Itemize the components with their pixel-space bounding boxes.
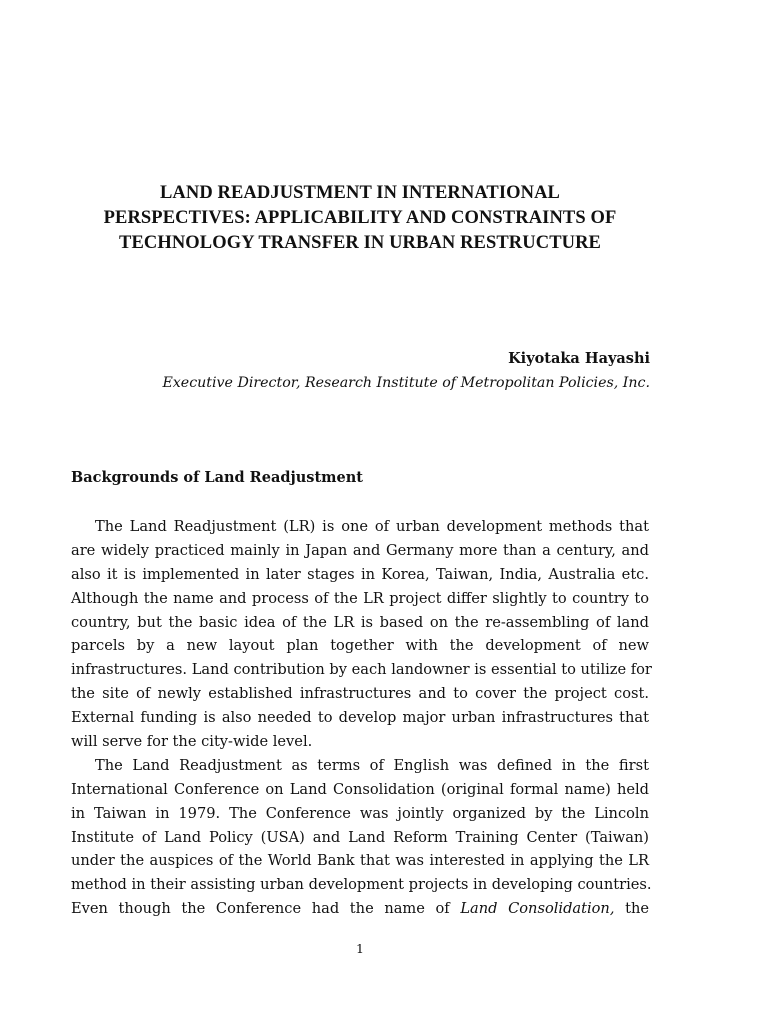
paragraph-line: are widely practiced mainly in Japan and Germany more than a century, and — [71, 541, 649, 559]
paragraph-line: method in their assisting urban development projects in developing countries. — [71, 876, 652, 894]
paragraph-line: The Land Readjustment as terms of English was defined in the first — [95, 756, 649, 774]
paragraph-line: infrastructures. Land contribution by each landowner is essential to utilize for — [71, 661, 652, 679]
paragraph-line: External funding is also needed to develop major urban infrastructures that — [71, 709, 649, 727]
text-run: the — [625, 900, 649, 918]
author-name: Kiyotaka Hayashi — [508, 350, 650, 367]
author-affiliation: Executive Director, Research Institute of Metropolitan Policies, Inc. — [162, 375, 650, 391]
paragraph-line: also it is implemented in later stages in Korea, Taiwan, India, Australia etc. — [71, 565, 649, 583]
body-text — [71, 515, 652, 921]
paragraph-line: The Land Readjustment (LR) is one of urban development methods that — [95, 518, 649, 535]
paragraph-line: parcels by a new layout plan together with the development of new — [71, 637, 649, 655]
paragraph-line: Although the name and process of the LR project differ slightly to country to — [71, 589, 649, 607]
paragraph-line: will serve for the city-wide level. — [71, 733, 313, 751]
text-run: Even though the Conference had the name of — [71, 900, 450, 918]
title-line: TECHNOLOGY TRANSFER IN URBAN RESTRUCTURE — [119, 233, 601, 253]
paragraph-line: the site of newly established infrastructures and to cover the project cost. — [71, 685, 649, 703]
paragraph-line-mixed — [71, 897, 649, 921]
paragraph-line: country, but the basic idea of the LR is based on the re-assembling of land — [71, 613, 649, 631]
paragraph-line: International Conference on Land Consolidation (original formal name) held — [71, 780, 649, 798]
paper-title — [70, 181, 650, 256]
paragraph-line: Institute of Land Policy (USA) and Land Reform Training Center (Taiwan) — [71, 828, 649, 846]
italic-term: Land Consolidation, — [460, 900, 615, 918]
page-number: 1 — [356, 941, 364, 956]
title-line: LAND READJUSTMENT IN INTERNATIONAL — [159, 183, 560, 203]
paragraph-line: in Taiwan in 1979. The Conference was jointly organized by the Lincoln — [71, 804, 649, 822]
title-line: PERSPECTIVES: APPLICABILITY AND CONSTRAINTS OF — [103, 208, 617, 228]
section-heading: Backgrounds of Land Readjustment — [71, 469, 363, 486]
paragraph-line: under the auspices of the World Bank that was interested in applying the LR — [71, 852, 649, 870]
